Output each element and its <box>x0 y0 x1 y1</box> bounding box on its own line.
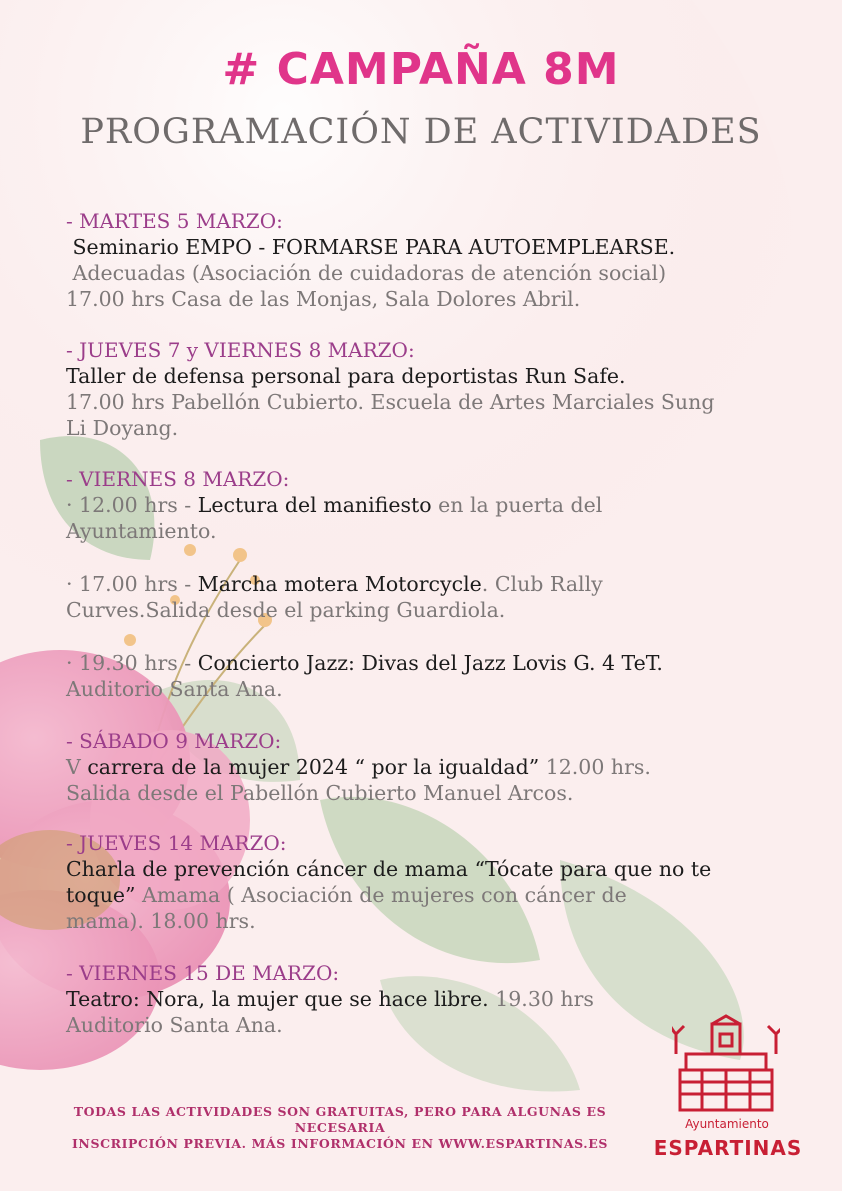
event-detail-text: 17.00 hrs Pabellón Cubierto. Escuela de Artes Marciales Sung <box>66 390 715 414</box>
footer-line-1: TODAS LAS ACTIVIDADES SON GRATUITAS, PERO PARA ALGUNAS ES NECESARIA <box>73 1104 607 1135</box>
event-detail-text: 12.00 hrs. <box>539 755 651 779</box>
event-block <box>66 571 776 623</box>
event-line <box>66 882 776 908</box>
logo-name: ESPARTINAS <box>653 1136 803 1160</box>
event-date-heading: - SÁBADO 9 MARZO: <box>66 729 282 753</box>
event-title-text: Seminario EMPO - FORMARSE PARA AUTOEMPLEARSE. <box>66 235 676 259</box>
event-line <box>66 260 776 286</box>
event-detail-text: 19.30 hrs <box>488 987 594 1011</box>
event-detail-text: Salida desde el Pabellón Cubierto Manuel Arcos. <box>66 781 574 805</box>
event-date-heading: - JUEVES 7 y VIERNES 8 MARZO: <box>66 338 415 362</box>
event-title-text: Charla de prevención cáncer de mama “Tócate para que no te <box>66 857 712 881</box>
event-line <box>66 415 776 441</box>
event-detail-text: V <box>66 755 88 779</box>
event-line <box>66 1012 776 1038</box>
event-line <box>66 518 776 544</box>
event-line <box>66 363 776 389</box>
event-detail-text: Auditorio Santa Ana. <box>66 1013 283 1037</box>
event-line <box>66 754 776 780</box>
event-line <box>66 676 776 702</box>
event-detail-text: Ayuntamiento. <box>66 519 217 543</box>
event-block <box>66 466 776 544</box>
event-title-text: carrera de la mujer 2024 “ por la igualdad” <box>87 755 540 779</box>
event-date-heading: - MARTES 5 MARZO: <box>66 209 283 233</box>
event-detail-text: · 19.30 hrs - <box>66 651 198 675</box>
event-title-text: toque” <box>66 883 136 907</box>
event-detail-text: Auditorio Santa Ana. <box>66 677 283 701</box>
program-subtitle: PROGRAMACIÓN DE ACTIVIDADES <box>80 112 762 152</box>
event-date-heading: - VIERNES 8 MARZO: <box>66 467 290 491</box>
logo-subtitle: Ayuntamiento <box>685 1117 769 1131</box>
event-block <box>66 960 776 1038</box>
event-detail-text: Curves.Salida desde el parking Guardiola. <box>66 598 506 622</box>
event-detail-text: 17.00 hrs Casa de las Monjas, Sala Dolores Abril. <box>66 287 581 311</box>
event-date-heading: - VIERNES 15 DE MARZO: <box>66 961 340 985</box>
event-detail-text: mama). 18.00 hrs. <box>66 909 256 933</box>
event-line <box>66 780 776 806</box>
event-title-text: Lectura del manifiesto <box>197 493 432 517</box>
event-detail-text: Amama ( Asociación de mujeres con cáncer de <box>135 883 627 907</box>
event-detail-text: . Club Rally <box>481 572 603 596</box>
event-line <box>66 986 776 1012</box>
event-block <box>66 830 776 934</box>
event-block <box>66 337 776 441</box>
event-detail-text: Adecuadas (Asociación de cuidadoras de atención social) <box>66 261 667 285</box>
event-line <box>66 650 776 676</box>
event-title-text: Teatro: Nora, la mujer que se hace libre. <box>66 987 489 1011</box>
event-date-heading: - JUEVES 14 MARZO: <box>66 831 287 855</box>
event-title-text: Taller de defensa personal para deportistas Run Safe. <box>66 364 626 388</box>
event-line <box>66 389 776 415</box>
event-detail-text: en la puerta del <box>431 493 603 517</box>
event-line <box>66 492 776 518</box>
town-hall-icon <box>672 1014 780 1114</box>
event-line <box>66 234 776 260</box>
event-line <box>66 597 776 623</box>
footer-note <box>40 1104 640 1152</box>
event-line <box>66 286 776 312</box>
event-detail-text: Li Doyang. <box>66 416 179 440</box>
event-title-text: Marcha motera Motorcycle <box>197 572 482 596</box>
event-block <box>66 650 776 702</box>
event-line <box>66 908 776 934</box>
event-line <box>66 856 776 882</box>
event-block <box>66 208 776 312</box>
footer-line-2: INSCRIPCIÓN PREVIA. MÁS INFORMACIÓN EN WWW.ESPARTINAS.ES <box>71 1136 609 1151</box>
campaign-title: # CAMPAÑA 8M <box>222 44 620 95</box>
event-detail-text: · 12.00 hrs - <box>66 493 198 517</box>
event-detail-text: · 17.00 hrs - <box>66 572 198 596</box>
event-title-text: Concierto Jazz: Divas del Jazz Lovis G. 4 TeT. <box>197 651 663 675</box>
event-line <box>66 571 776 597</box>
event-block <box>66 728 776 806</box>
